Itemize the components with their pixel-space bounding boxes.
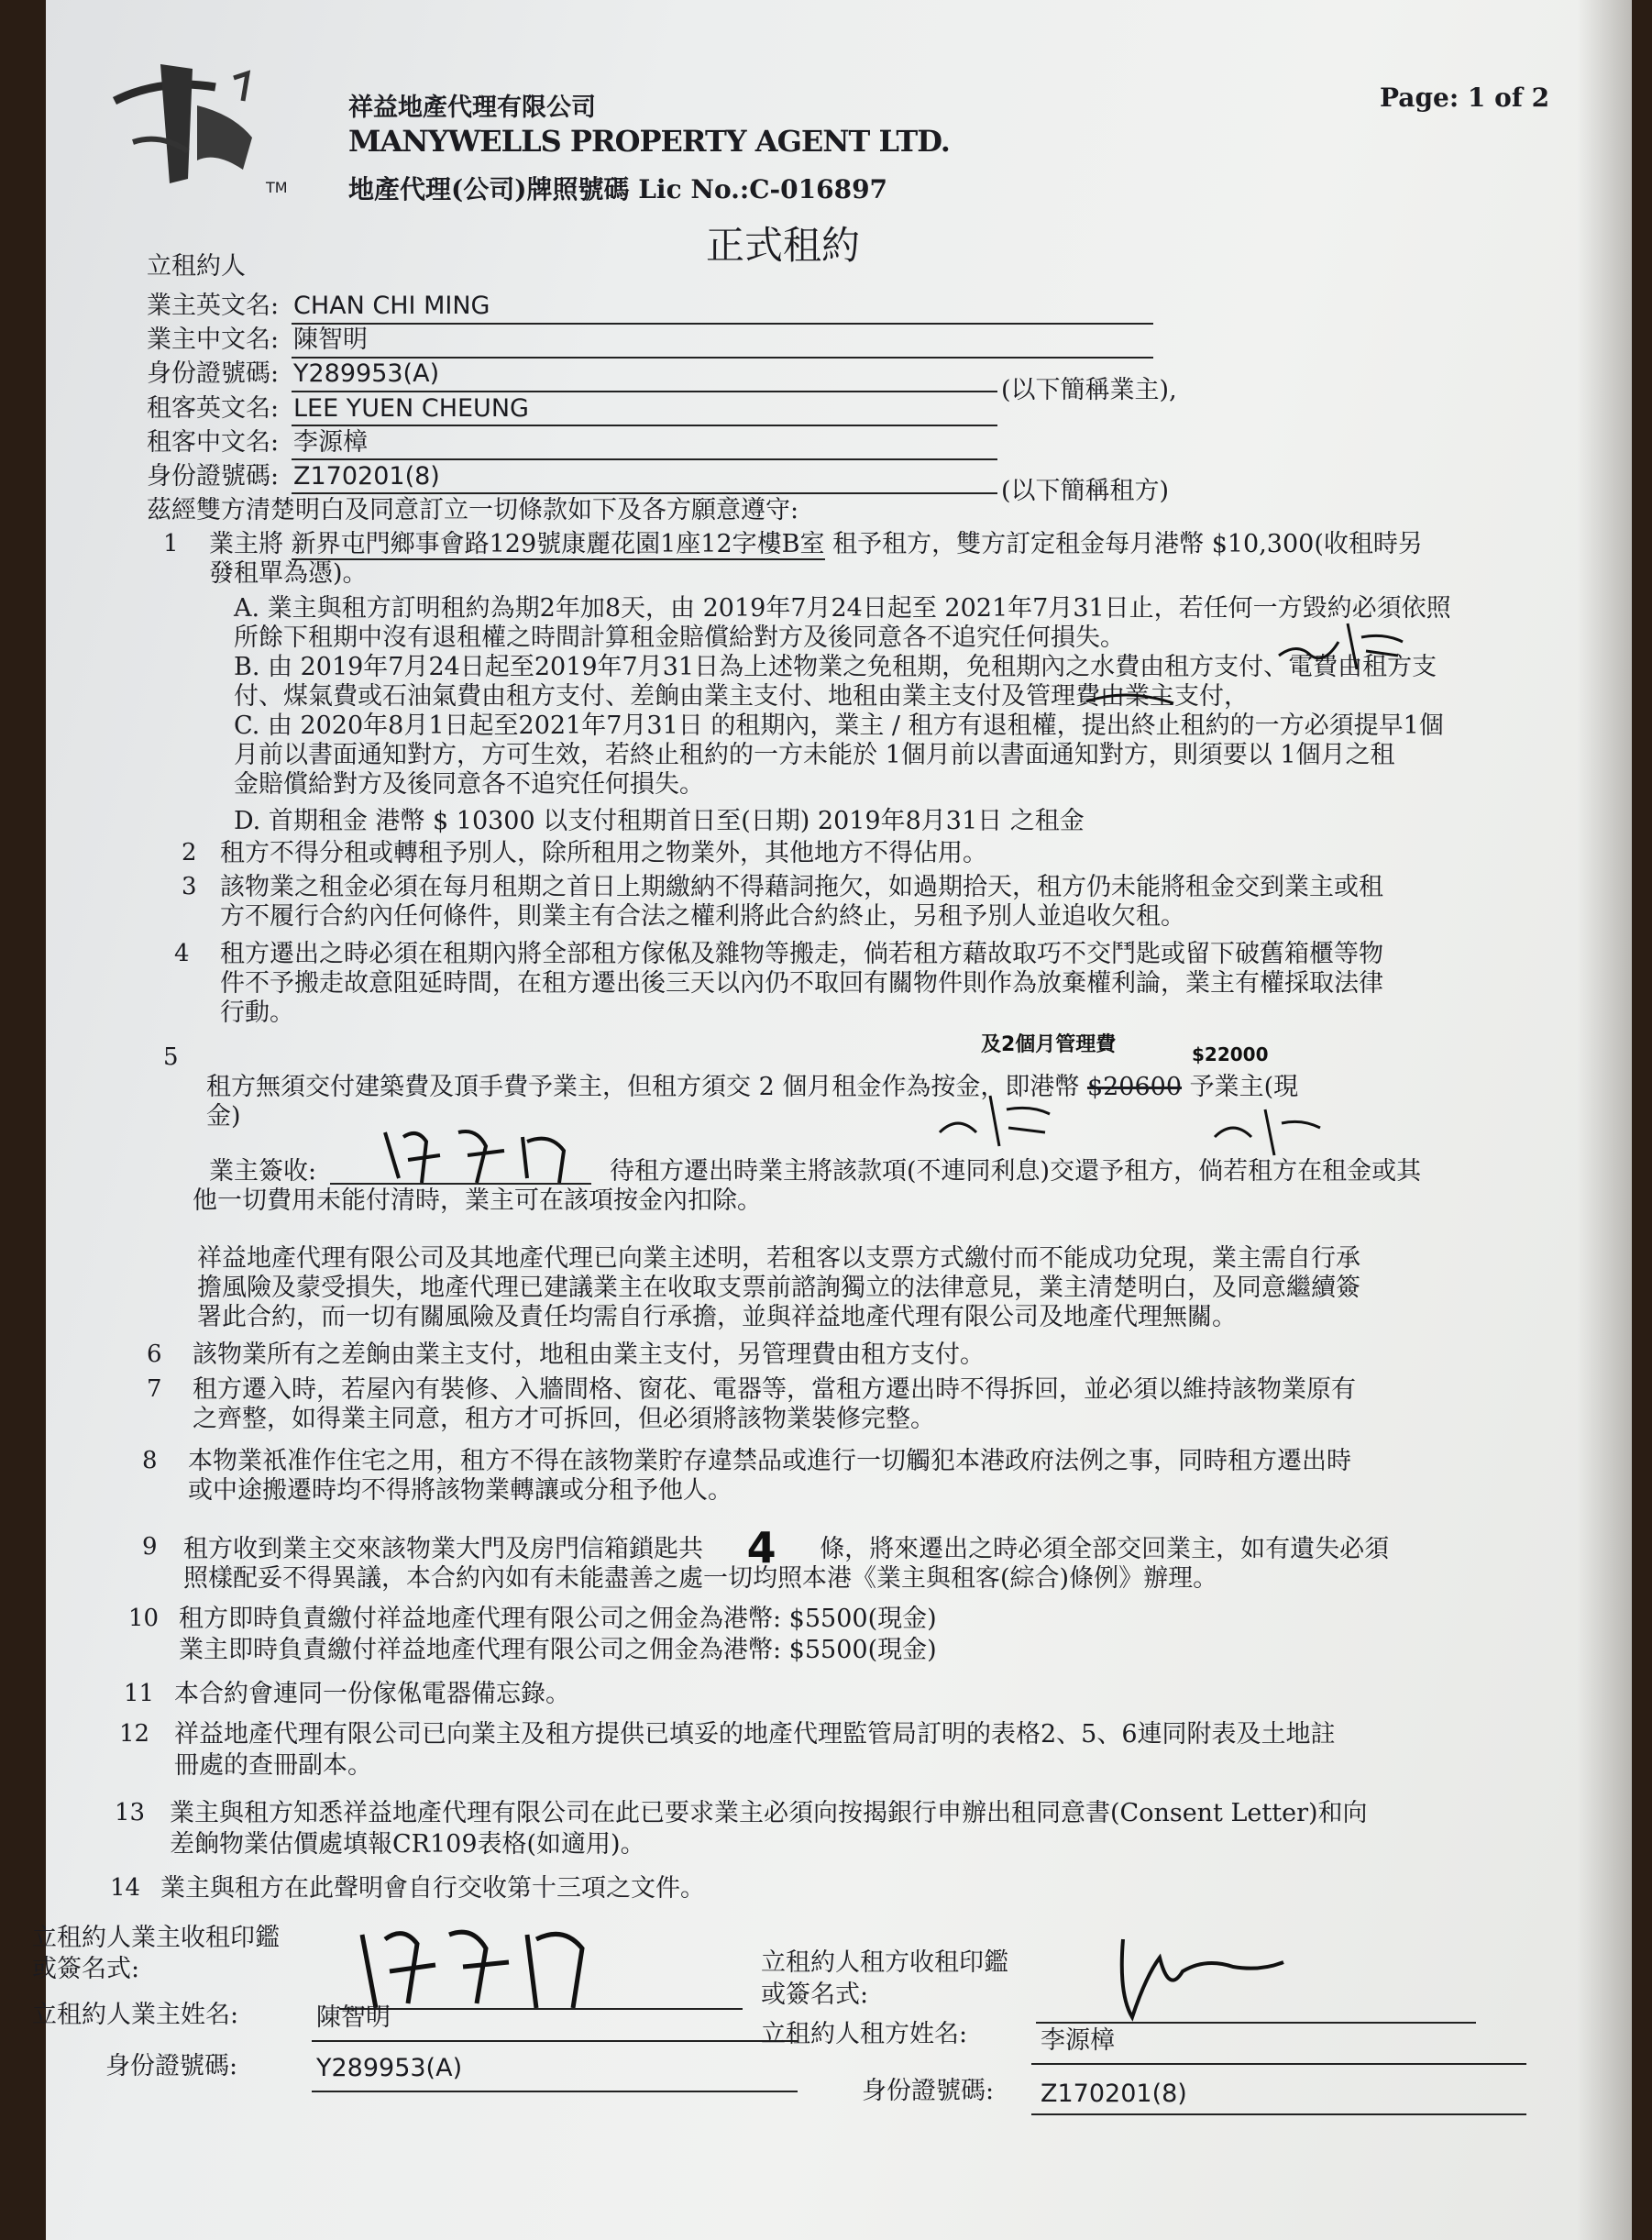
clause-14-number: 14 xyxy=(110,1874,141,1902)
clause-4-line-3: 行動。 xyxy=(220,999,294,1027)
tenant-id-label: 身份證號碼: xyxy=(147,462,280,491)
tenant-cn-line xyxy=(292,458,997,460)
clause-11-text: 本合約會連同一份傢俬電器備忘錄。 xyxy=(174,1680,570,1708)
landlord-note: (以下簡稱業主), xyxy=(1001,376,1177,404)
deposit-return-text: 待租方遷出時業主將該款項(不連同利息)交還予租方，倘若租方在租金或其 xyxy=(610,1157,1422,1186)
clause-1-number: 1 xyxy=(163,530,179,557)
tenant-id-sign-line xyxy=(1031,2113,1526,2115)
intro-text: 茲經雙方清楚明白及同意訂立一切條款如下及各方願意遵守: xyxy=(147,496,799,524)
landlord-en-line xyxy=(292,323,1153,325)
trademark-mark: TM xyxy=(266,179,288,196)
clause-2-number: 2 xyxy=(182,839,197,866)
landlord-name-label: 立租約人業主姓名: xyxy=(32,2001,239,2029)
clause-1c-line-3: 金賠償給對方及後同意各不追究任何損失。 xyxy=(234,770,704,799)
clause-8-line-2: 或中途搬遷時均不得將該物業轉讓或分租予他人。 xyxy=(188,1476,732,1505)
clause-9-line-1 xyxy=(183,1523,1390,1572)
clause-7-line-1: 租方遷入時，若屋內有裝修、入牆間格、窗花、電器等，當租方遷出時不得拆回，並必須以維持該物業原有 xyxy=(193,1375,1356,1404)
landlord-id-label: 身份證號碼: xyxy=(147,359,280,388)
page-number: Page: 1 of 2 xyxy=(1380,83,1550,113)
clause-2-text: 租方不得分租或轉租予別人，除所租用之物業外，其他地方不得佔用。 xyxy=(220,839,987,867)
clause-4-line-1: 租方遷出之時必須在租期內將全部租方傢俬及雜物等搬走，倘若租方藉故取巧不交鬥匙或留下破舊箱櫃等物 xyxy=(220,940,1383,968)
tenant-id-sign-label: 身份證號碼: xyxy=(862,2077,995,2105)
landlord-cn-label: 業主中文名: xyxy=(147,326,280,354)
clause-9-text-b: 條，將來遷出之時必須全部交回業主，如有遺失必須 xyxy=(820,1535,1390,1563)
clause-14-text: 業主與租方在此聲明會自行交收第十三項之文件。 xyxy=(160,1874,705,1903)
company-name-en: MANYWELLS PROPERTY AGENT LTD. xyxy=(348,124,950,159)
clause-7-number: 7 xyxy=(147,1375,162,1403)
tenant-seal-line xyxy=(1036,2022,1476,2024)
landlord-id-line xyxy=(292,391,997,392)
tenant-signature xyxy=(1096,1921,1297,2031)
strike-management-fee xyxy=(1082,683,1183,720)
clause-1c-line-1: C. 由 2020年8月1日起至2021年7月31日 的租期內，業主 / 租方有退租權，提出終止租約的一方必須提早1個 xyxy=(234,712,1444,740)
clause-5-number: 5 xyxy=(163,1043,179,1071)
clause-1-intro: 業主將 xyxy=(209,530,283,558)
landlord-seal-line xyxy=(339,2008,743,2010)
landlord-name-line xyxy=(312,2040,798,2042)
landlord-en-value: CHAN CHI MING xyxy=(293,292,490,320)
clause-1-rent: 租予租方，雙方訂定租金每月港幣 $10,300(收租時另 xyxy=(832,530,1423,558)
landlord-seal-label-2: 或簽名式: xyxy=(32,1955,140,1983)
landlord-name-value: 陳智明 xyxy=(316,2003,391,2032)
tenant-seal-label-1: 立租約人租方收租印鑑 xyxy=(761,1948,1008,1977)
clause-1a-line-1: A. 業主與租方訂明租約為期2年加8天，由 2019年7月24日起至 2021年7月31日止，若任何一方毀約必須依照 xyxy=(234,594,1451,623)
clause-1b-line-1: B. 由 2019年7月24日起至2019年7月31日為上述物業之免租期，免租期內之水費由租方支付、電費由租方支 xyxy=(234,653,1437,681)
landlord-id-sign-label: 身份證號碼: xyxy=(105,2052,238,2080)
landlord-seal-label-1: 立租約人業主收租印鑑 xyxy=(32,1924,280,1952)
tenant-cn-value: 李源樟 xyxy=(293,428,368,457)
tenant-en-value: LEE YUEN CHEUNG xyxy=(293,394,529,423)
clause-8-number: 8 xyxy=(142,1447,158,1474)
landlord-cn-value: 陳智明 xyxy=(293,326,368,354)
clause-5-text-a: 租方無須交付建築費及頂手費予業主，但租方須交 2 個月租金作為按金，即港幣 xyxy=(206,1073,1080,1101)
clause-10-line-2: 業主即時負責繳付祥益地產代理有限公司之佣金為港幣: $5500(現金) xyxy=(179,1636,937,1664)
tenant-id-value: Z170201(8) xyxy=(293,462,440,491)
parties-heading: 立租約人 xyxy=(147,252,246,281)
tenant-name-line xyxy=(1031,2063,1526,2065)
clause-13-number: 13 xyxy=(115,1799,146,1826)
clause-10-line-1: 租方即時負責繳付祥益地產代理有限公司之佣金為港幣: $5500(現金) xyxy=(179,1605,937,1633)
page-shadow xyxy=(1577,0,1632,2240)
landlord-id-sign-line xyxy=(312,2091,798,2092)
clause-3-line-1: 該物業之租金必須在每月租期之首日上期繳納不得藉詞拖欠，如過期拾天，租方仍未能將租金交到業主或租 xyxy=(220,873,1383,901)
company-logo-icon xyxy=(105,50,289,188)
clause-1b-line-2: 付、煤氣費或石油氣費由租方支付、差餉由業主支付、地租由業主支付及管理費由業主支付， xyxy=(234,682,1249,711)
tenant-en-line xyxy=(292,425,997,426)
initial-scribble-2 xyxy=(935,1091,1054,1155)
landlord-cn-line xyxy=(292,357,1153,359)
landlord-id-value: Y289953(A) xyxy=(293,359,440,388)
initial-scribble-3 xyxy=(1210,1105,1329,1160)
clause-9-key-count: 4 xyxy=(746,1523,776,1572)
contract-page xyxy=(32,0,1632,2240)
document-title: 正式租約 xyxy=(706,223,861,268)
clause-13-line-2: 差餉物業估價處填報CR109表格(如適用)。 xyxy=(170,1830,645,1859)
clause-1-address: 新界屯門鄉事會路129號康麗花園1座12字樓B室 xyxy=(291,530,825,558)
clause-9-text-a: 租方收到業主交來該物業大門及房門信箱鎖匙共 xyxy=(183,1535,703,1563)
landlord-sign-label: 業主簽收: xyxy=(209,1157,317,1186)
clause-13-line-1: 業主與租方知悉祥益地產代理有限公司在此已要求業主必須向按揭銀行申辦出租同意書(Consent Letter)和向 xyxy=(170,1799,1368,1827)
tenant-en-label: 租客英文名: xyxy=(147,394,280,423)
clause-1d-line: D. 首期租金 港幣 $ 10300 以支付租期首日至(日期) 2019年8月31日 之租金 xyxy=(234,807,1085,835)
licence-number: 地產代理(公司)牌照號碼 Lic No.:C-016897 xyxy=(348,174,888,204)
clause-1-text xyxy=(209,530,1423,559)
tenant-note: (以下簡稱租方) xyxy=(1001,477,1170,505)
tenant-cn-label: 租客中文名: xyxy=(147,428,280,457)
cheque-note-line-2: 擔風險及蒙受損失，地產代理已建議業主在收取支票前諮詢獨立的法律意見，業主清楚明白，及同意繼續簽 xyxy=(197,1274,1360,1302)
clause-10-number: 10 xyxy=(128,1605,160,1632)
clause-5-text-b: 予業主(現 xyxy=(1189,1073,1299,1101)
tenant-id-line xyxy=(292,492,997,494)
cheque-note-line-3: 署此合約，而一切有關風險及責任均需自行承擔，並與祥益地產代理有限公司及地產代理無關。 xyxy=(197,1303,1237,1331)
landlord-id-sign-value: Y289953(A) xyxy=(316,2054,463,2082)
clause-12-number: 12 xyxy=(119,1720,150,1748)
clause-5-struck-amount: $20600 xyxy=(1086,1073,1183,1101)
clause-6-text: 該物業所有之差餉由業主支付，地租由業主支付，另管理費由租方支付。 xyxy=(193,1341,985,1369)
clause-4-number: 4 xyxy=(174,940,190,967)
cheque-note-line-1: 祥益地產代理有限公司及其地產代理已向業主述明，若租客以支票方式繳付而不能成功兌現，業主需自行承 xyxy=(197,1244,1360,1273)
clause-7-line-2: 之齊整，如得業主同意，租方才可拆回，但必須將該物業裝修完整。 xyxy=(193,1405,935,1433)
clause-9-line-2: 照樣配妥不得異議，本合約內如有未能盡善之處一切均照本港《業主與租客(綜合)條例》辦理。 xyxy=(183,1564,1218,1593)
clause-6-number: 6 xyxy=(147,1341,162,1368)
tenant-name-value: 李源樟 xyxy=(1041,2026,1115,2055)
tenant-name-label: 立租約人租方姓名: xyxy=(761,2020,968,2048)
clause-5-line-1 xyxy=(206,1073,1298,1102)
tenant-seal-label-2: 或簽名式: xyxy=(761,1981,869,2009)
clause-5-handwritten-amount: $22000 xyxy=(1192,1043,1269,1065)
clause-3-number: 3 xyxy=(182,873,197,900)
clause-11-number: 11 xyxy=(124,1680,155,1707)
clause-12-line-1: 祥益地產代理有限公司已向業主及租方提供已填妥的地產代理監管局訂明的表格2、5、6連同附表及土地註 xyxy=(174,1720,1336,1749)
clause-3-line-2: 方不履行合約內任何條件，則業主有合法之權利將此合約終止，另租予別人並追收欠租。 xyxy=(220,902,1185,931)
landlord-en-label: 業主英文名: xyxy=(147,292,280,320)
clause-5-handwritten-note: 及2個月管理費 xyxy=(981,1033,1117,1056)
clause-1-line-2: 發租單為憑)。 xyxy=(209,559,368,588)
landlord-signature-1 xyxy=(376,1119,587,1192)
clause-1c-line-2: 月前以書面通知對方，方可生效，若終止租約的一方未能於 1個月前以書面通知對方，則須要以 1個月之租 xyxy=(234,741,1395,769)
initial-scribble-1 xyxy=(1274,614,1412,679)
clause-9-number: 9 xyxy=(142,1533,158,1561)
clause-4-line-2: 件不予搬走故意阻延時間，在租方遷出後三天以內仍不取回有關物件則作為放棄權利論，業主有權採取法律 xyxy=(220,969,1383,998)
company-name-cn: 祥益地產代理有限公司 xyxy=(348,94,596,122)
deposit-return-text-2: 他一切費用未能付清時，業主可在該項按金內扣除。 xyxy=(193,1186,762,1215)
clause-8-line-1: 本物業祇准作住宅之用，租方不得在該物業貯存違禁品或進行一切觸犯本港政府法例之事，同時租方遷出時 xyxy=(188,1447,1351,1475)
clause-5-line-2: 金) xyxy=(206,1102,241,1131)
clause-1a-line-2: 所餘下租期中沒有退租權之時間計算租金賠償給對方及後同意各不追究任何損失。 xyxy=(234,623,1125,652)
tenant-id-sign-value: Z170201(8) xyxy=(1041,2080,1187,2108)
clause-12-line-2: 冊處的查冊副本。 xyxy=(174,1751,372,1780)
